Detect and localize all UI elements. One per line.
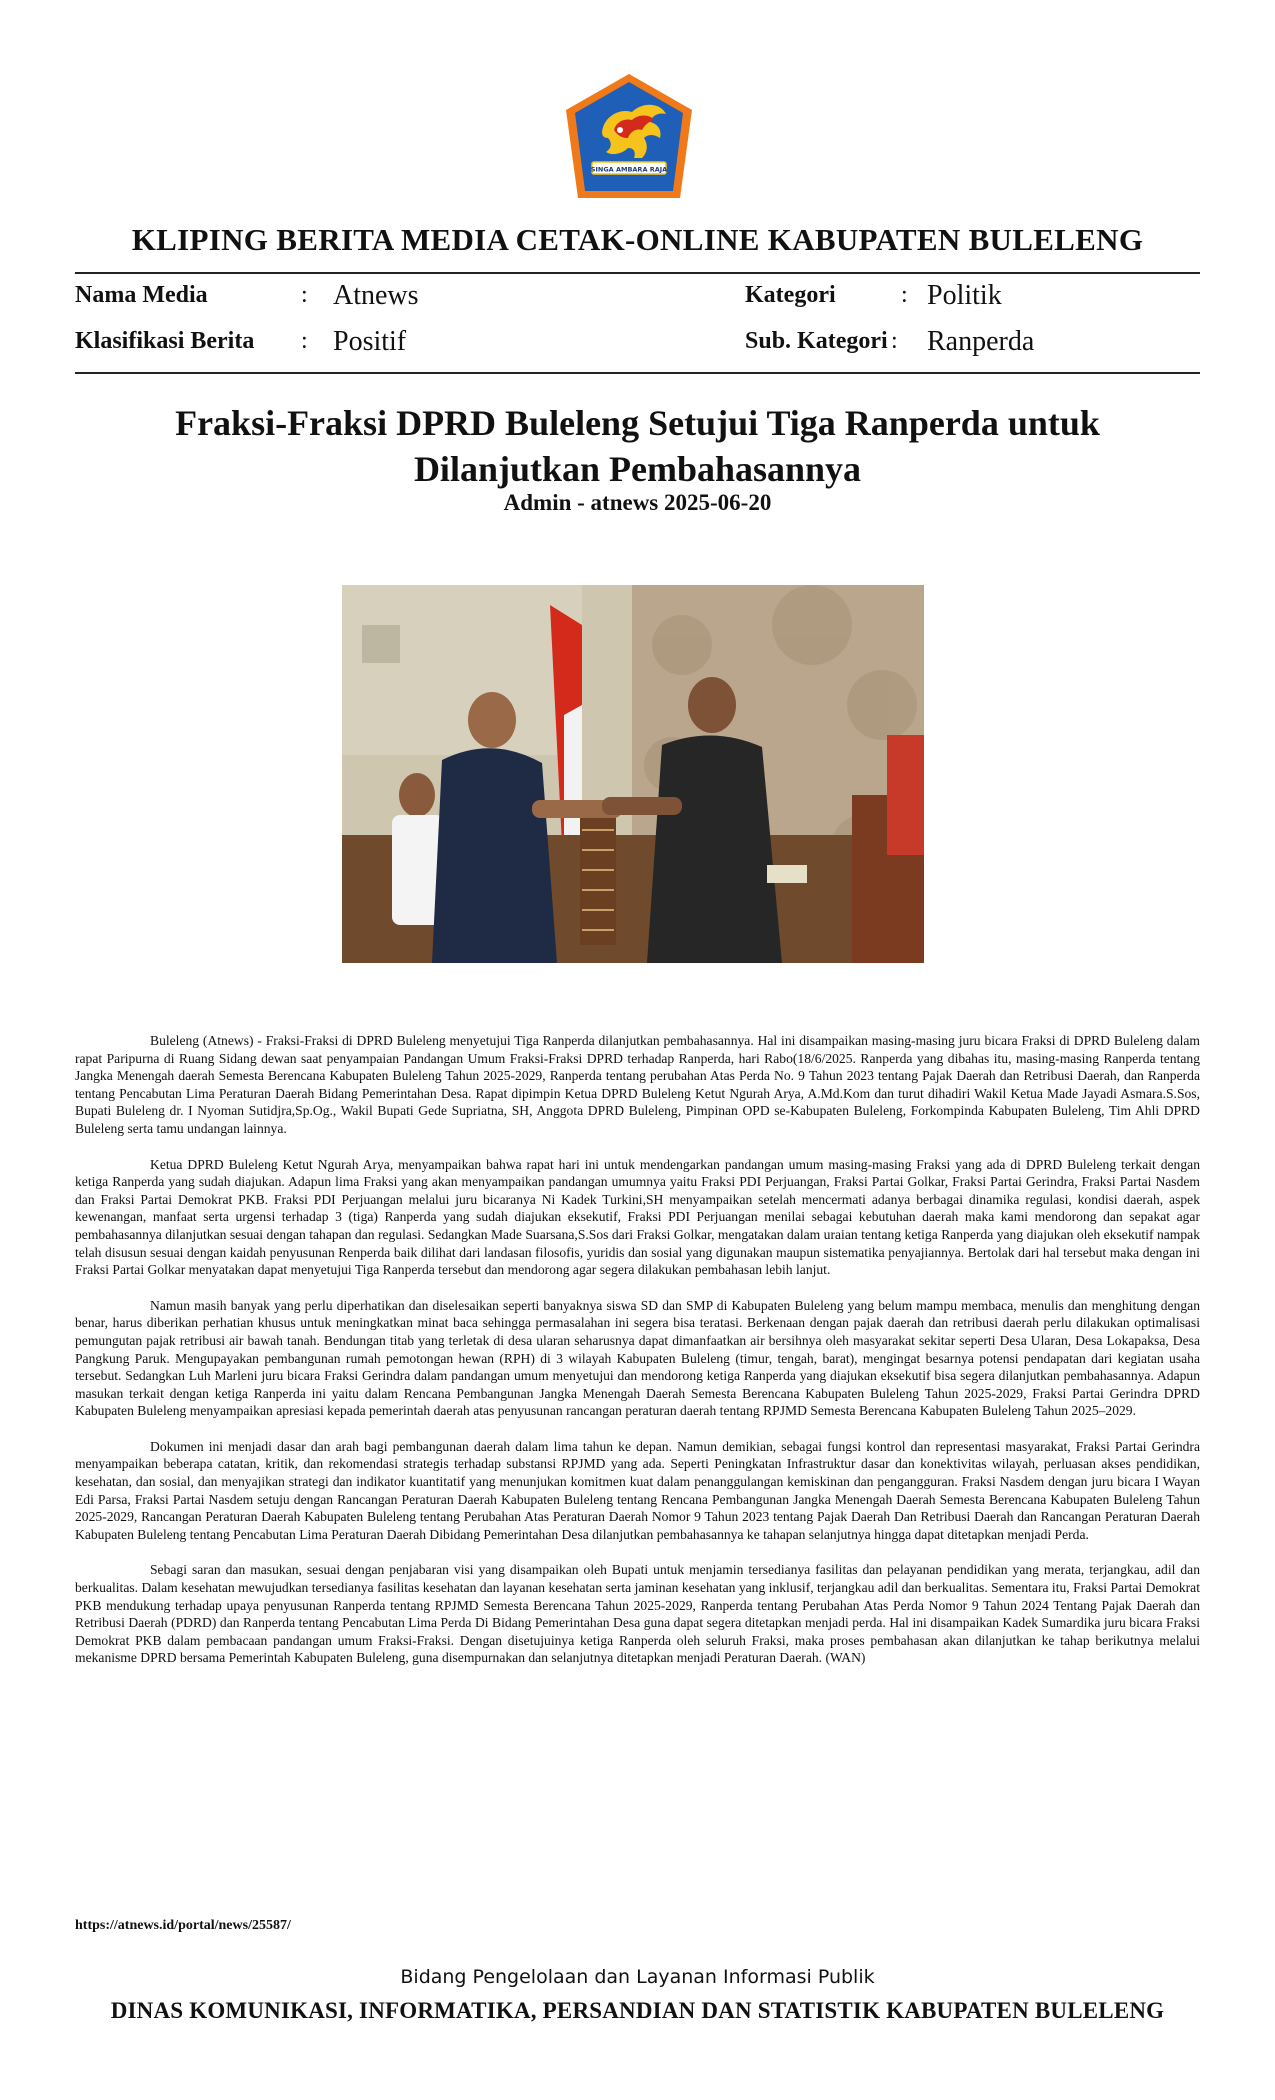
article-photo [342,585,924,963]
kategori-colon: : [901,282,908,308]
article-paragraph: Namun masih banyak yang perlu diperhatikan dan diselesaikan seperti banyaknya siswa SD dan SMP di Kabupaten Buleleng yang belum mampu membaca, menulis dan menghitung dengan benar, harus diberikan perhatian khusus untuk meningkatkan minat baca sehingga permasalahan ini segera bisa teratasi. Berkenaan dengan pajak daerah dan retribusi daerah perlu dilakukan optimalisasi pemungutan pajak retribusi air bawah tanah. Bendungan titab yang terletak di desa ularan seharusnya dapat dimanfaatkan air bersihnya oleh masyarakat sekitar seperti Desa Ularan, Desa Lokapaksa, Desa Pangkung Paruk. Mengupayakan pembangunan rumah pemotongan hewan (RPH) di 3 wilayah Kabupaten Buleleng (timur, tengah, barat), mengingat besarnya potensi pendapatan dari kegiatan usaha tersebut. Sedangkan Luh Marleni juru bicara Fraksi Gerindra dalam pandangan umum menyetujui dan mendorong ketiga Ranperda yang diajukan eksekutif bisa segera dilanjutkan pembahasannya. Adapun masukan terkait dengan ketiga Ranperda ini yaitu dalam Rencana Pembangunan Jangka Menengah Daerah Semesta Berencana Kabupaten Buleleng Tahun 2025-2029, Fraksi Partai Gerindra DPRD Kabupaten Buleleng menyampaikan apresiasi kepada pemerintah daerah atas penyusunan rancangan peraturan daerah tentang RPJMD Semesta Berencana Kabupaten Buleleng Tahun 2025–2029. [75,1297,1200,1419]
kategori-value: Politik [927,280,1002,311]
article-paragraph: Dokumen ini menjadi dasar dan arah bagi pembangunan daerah dalam lima tahun ke depan. Namun demikian, sebagai fungsi kontrol dan representasi masyarakat, Fraksi Partai Gerindra menyampaikan beberapa catatan, kritik, dan rekomendasi strategis terhadap substansi RPJMD yang ada. Seperti Peningkatan Infrastruktur dasar dan konektivitas wilayah, perluasan akses pendidikan, kesehatan, dan sosial, dan menyajikan strategi dan indikator kuantitatif yang menunjukan komitmen kuat dalam penanggulangan kemiskinan dan pengangguran. Fraksi Nasdem dengan juru bicara I Wayan Edi Parsa, Fraksi Partai Nasdem setuju dengan Rancangan Peraturan Daerah Kabupaten Buleleng tentang Rencana Pembangunan Jangka Menengah Daerah Semesta Berencana Kabupaten Buleleng Tahun 2025-2029, Rancangan Peraturan Daerah Kabupaten Buleleng tentang Perubahan Atas Peraturan Daerah Nomor 9 Tahun 2023 tentang Pajak Daerah Dan Retribusi Daerah dan Rancangan Peraturan Daerah Kabupaten Buleleng tentang Pencabutan Lima Peraturan Daerah Dibidang Pemerintahan Desa dilanjutkan pembahasannya ke tahapan selanjutnya hingga dapat ditetapkan menjadi Perda. [75,1438,1200,1542]
logo-motto: SINGA AMBARA RAJA [590,165,668,174]
article-paragraph: Ketua DPRD Buleleng Ketut Ngurah Arya, menyampaikan bahwa rapat hari ini untuk mendengarkan pandangan umum masing-masing Fraksi yang ada di DPRD Buleleng terkait dengan ketiga Ranperda yang sudah diajukan. Adapun lima Fraksi yang akan menyampaikan pandangan umumnya yaitu Fraksi PDI Perjuangan, Fraksi Partai Golkar, Fraksi Partai Gerindra, Fraksi Partai Nasdem dan Fraksi Partai Demokrat PKB. Fraksi PDI Perjuangan melalui juru bicaranya Ni Kadek Turkini,SH menyampaikan setelah mencermati adanya berbagai dinamika regulasi, kondisi daerah, aspek kewenangan, manfaat serta urgensi terhadap 3 (tiga) Ranperda yang sudah diajukan eksekutif, Fraksi PDI Perjuangan menilai sebagai kebutuhan daerah maka kami mendorong dan sepakat agar pembahasannya dilanjutkan sesuai dengan tahapan dan regulasi. Sedangkan Made Suarsana,S.Sos dari Fraksi Golkar, mengatakan dalam uraian tentang ketiga Ranperda yang diajukan oleh eksekutif nampak telah disusun sesuai dengan kaidah penyusunan Renperda baik dilihat dari landasan filosofis, yuridis dan sosial yang digunakan maupun sistematika penyajiannya. Bertolak dari hal tersebut maka dengan ini Fraksi Partai Golkar menyatakan dapat menyetujui Tiga Ranperda tersebut dan mendorong agar segera dilakukan pembahasan lebih lanjut. [75,1156,1200,1278]
media-colon: : [301,282,308,308]
clipping-header-title: KLIPING BERITA MEDIA CETAK-ONLINE KABUPATEN BULELENG [131,222,1144,257]
klasifikasi-colon: : [301,328,308,354]
subkategori-colon: : [891,328,898,354]
article-paragraph: Sebagi saran dan masukan, sesuai dengan penjabaran visi yang disampaikan oleh Bupati untuk menjamin tersedianya fasilitas dan pelayanan pendidikan yang merata, terjangkau, adil dan berkualitas. Dalam kesehatan mewujudkan tersedianya fasilitas kesehatan dan layanan kesehatan serta jaminan kesehatan yang inklusif, terjangkau adil dan berkualitas. Sementara itu, Fraksi Partai Demokrat PKB mendukung terhadap upaya penyusunan Ranperda tentang RPJMD Semesta Berencana Tahun 2025-2029, Ranperda tentang Perubahan Atas Perda Nomor 9 Tahun 2024 Tentang Pajak Daerah dan Retribusi Daerah (PDRD) dan Ranperda tentang Pencabutan Lima Perda Di Bidang Pemerintahan Desa guna dapat segera ditetapkan menjadi perda. Hal ini disampaikan Kadek Sumardika juru bicara Fraksi Demokrat PKB dalam pembacaan pandangan umum Fraksi-Fraksi. Dengan disetujuinya ketiga Ranperda oleh seluruh Fraksi, maka proses pembahasan akan dilanjutkan ke tahap berikutnya melalui mekanisme DPRD bersama Pemerintah Kabupaten Buleleng, guna disempurnakan dan selanjutnya ditetapkan menjadi Peraturan Daerah. (WAN) [75,1562,1200,1666]
subkategori-value: Ranperda [927,326,1035,357]
header-divider-top [75,272,1200,274]
article-title-line-1: Fraksi-Fraksi DPRD Buleleng Setujui Tiga Ranperda untuk [175,403,1100,443]
meta-row-1 [75,282,1200,316]
header-divider-bottom [75,372,1200,374]
klasifikasi-value: Positif [333,326,407,357]
meta-row-2 [75,328,1200,362]
article-body [75,1032,1200,1685]
kategori-label: Kategori [745,282,836,308]
klasifikasi-label: Klasifikasi Berita [75,328,255,354]
media-value: Atnews [333,280,419,311]
media-label: Nama Media [75,282,208,308]
article-title-line-2: Dilanjutkan Pembahasannya [413,449,862,489]
footer-department: Bidang Pengelolaan dan Layanan Informasi Publik [400,1966,875,1988]
kabupaten-emblem-logo [562,72,696,202]
source-url-link[interactable]: https://atnews.id/portal/news/25587/ [75,1918,291,1933]
article-title [100,400,1175,492]
subkategori-label: Sub. Kategori [745,328,888,354]
article-paragraph: Buleleng (Atnews) - Fraksi-Fraksi di DPRD Buleleng menyetujui Tiga Ranperda dilanjutkan pembahasannya. Hal ini disampaikan masing-masing juru bicara Fraksi di DPRD Buleleng dalam rapat Paripurna di Ruang Sidang dewan saat penyampaian Pandangan Umum Fraksi-Fraksi DPRD terhadap Ranperda, hari Rabo(18/6/2025. Ranperda yang dibahas itu, masing-masing Ranperda tentang Jangka Menengah daerah Semesta Berencana Kabupaten Buleleng Tahun 2025-2029, Ranperda tentang perubahan Atas Perda No. 9 Tahun 2023 tentang Pajak Daerah dan Retribusi Daerah, dan Ranperda tentang Pencabutan Lima Peraturan Daerah Bidang Pemerintahan Desa. Rapat dipimpin Ketua DPRD Buleleng Ketut Ngurah Arya, A.Md.Kom dan turut dihadiri Wakil Ketua Made Jayadi Asmara.S.Sos, Bupati Buleleng dr. I Nyoman Sutidjra,Sp.Og., Wakil Bupati Gede Supriatna, SH, Anggota DPRD Buleleng, Pimpinan OPD se-Kabupaten Buleleng, Forkompinda Kabupaten Buleleng, Tim Ahli DPRD Buleleng serta tamu undangan lainnya. [75,1033,1200,1136]
footer-agency: DINAS KOMUNIKASI, INFORMATIKA, PERSANDIAN DAN STATISTIK KABUPATEN BULELENG [110,1998,1165,2023]
article-byline: Admin - atnews 2025-06-20 [503,490,772,515]
